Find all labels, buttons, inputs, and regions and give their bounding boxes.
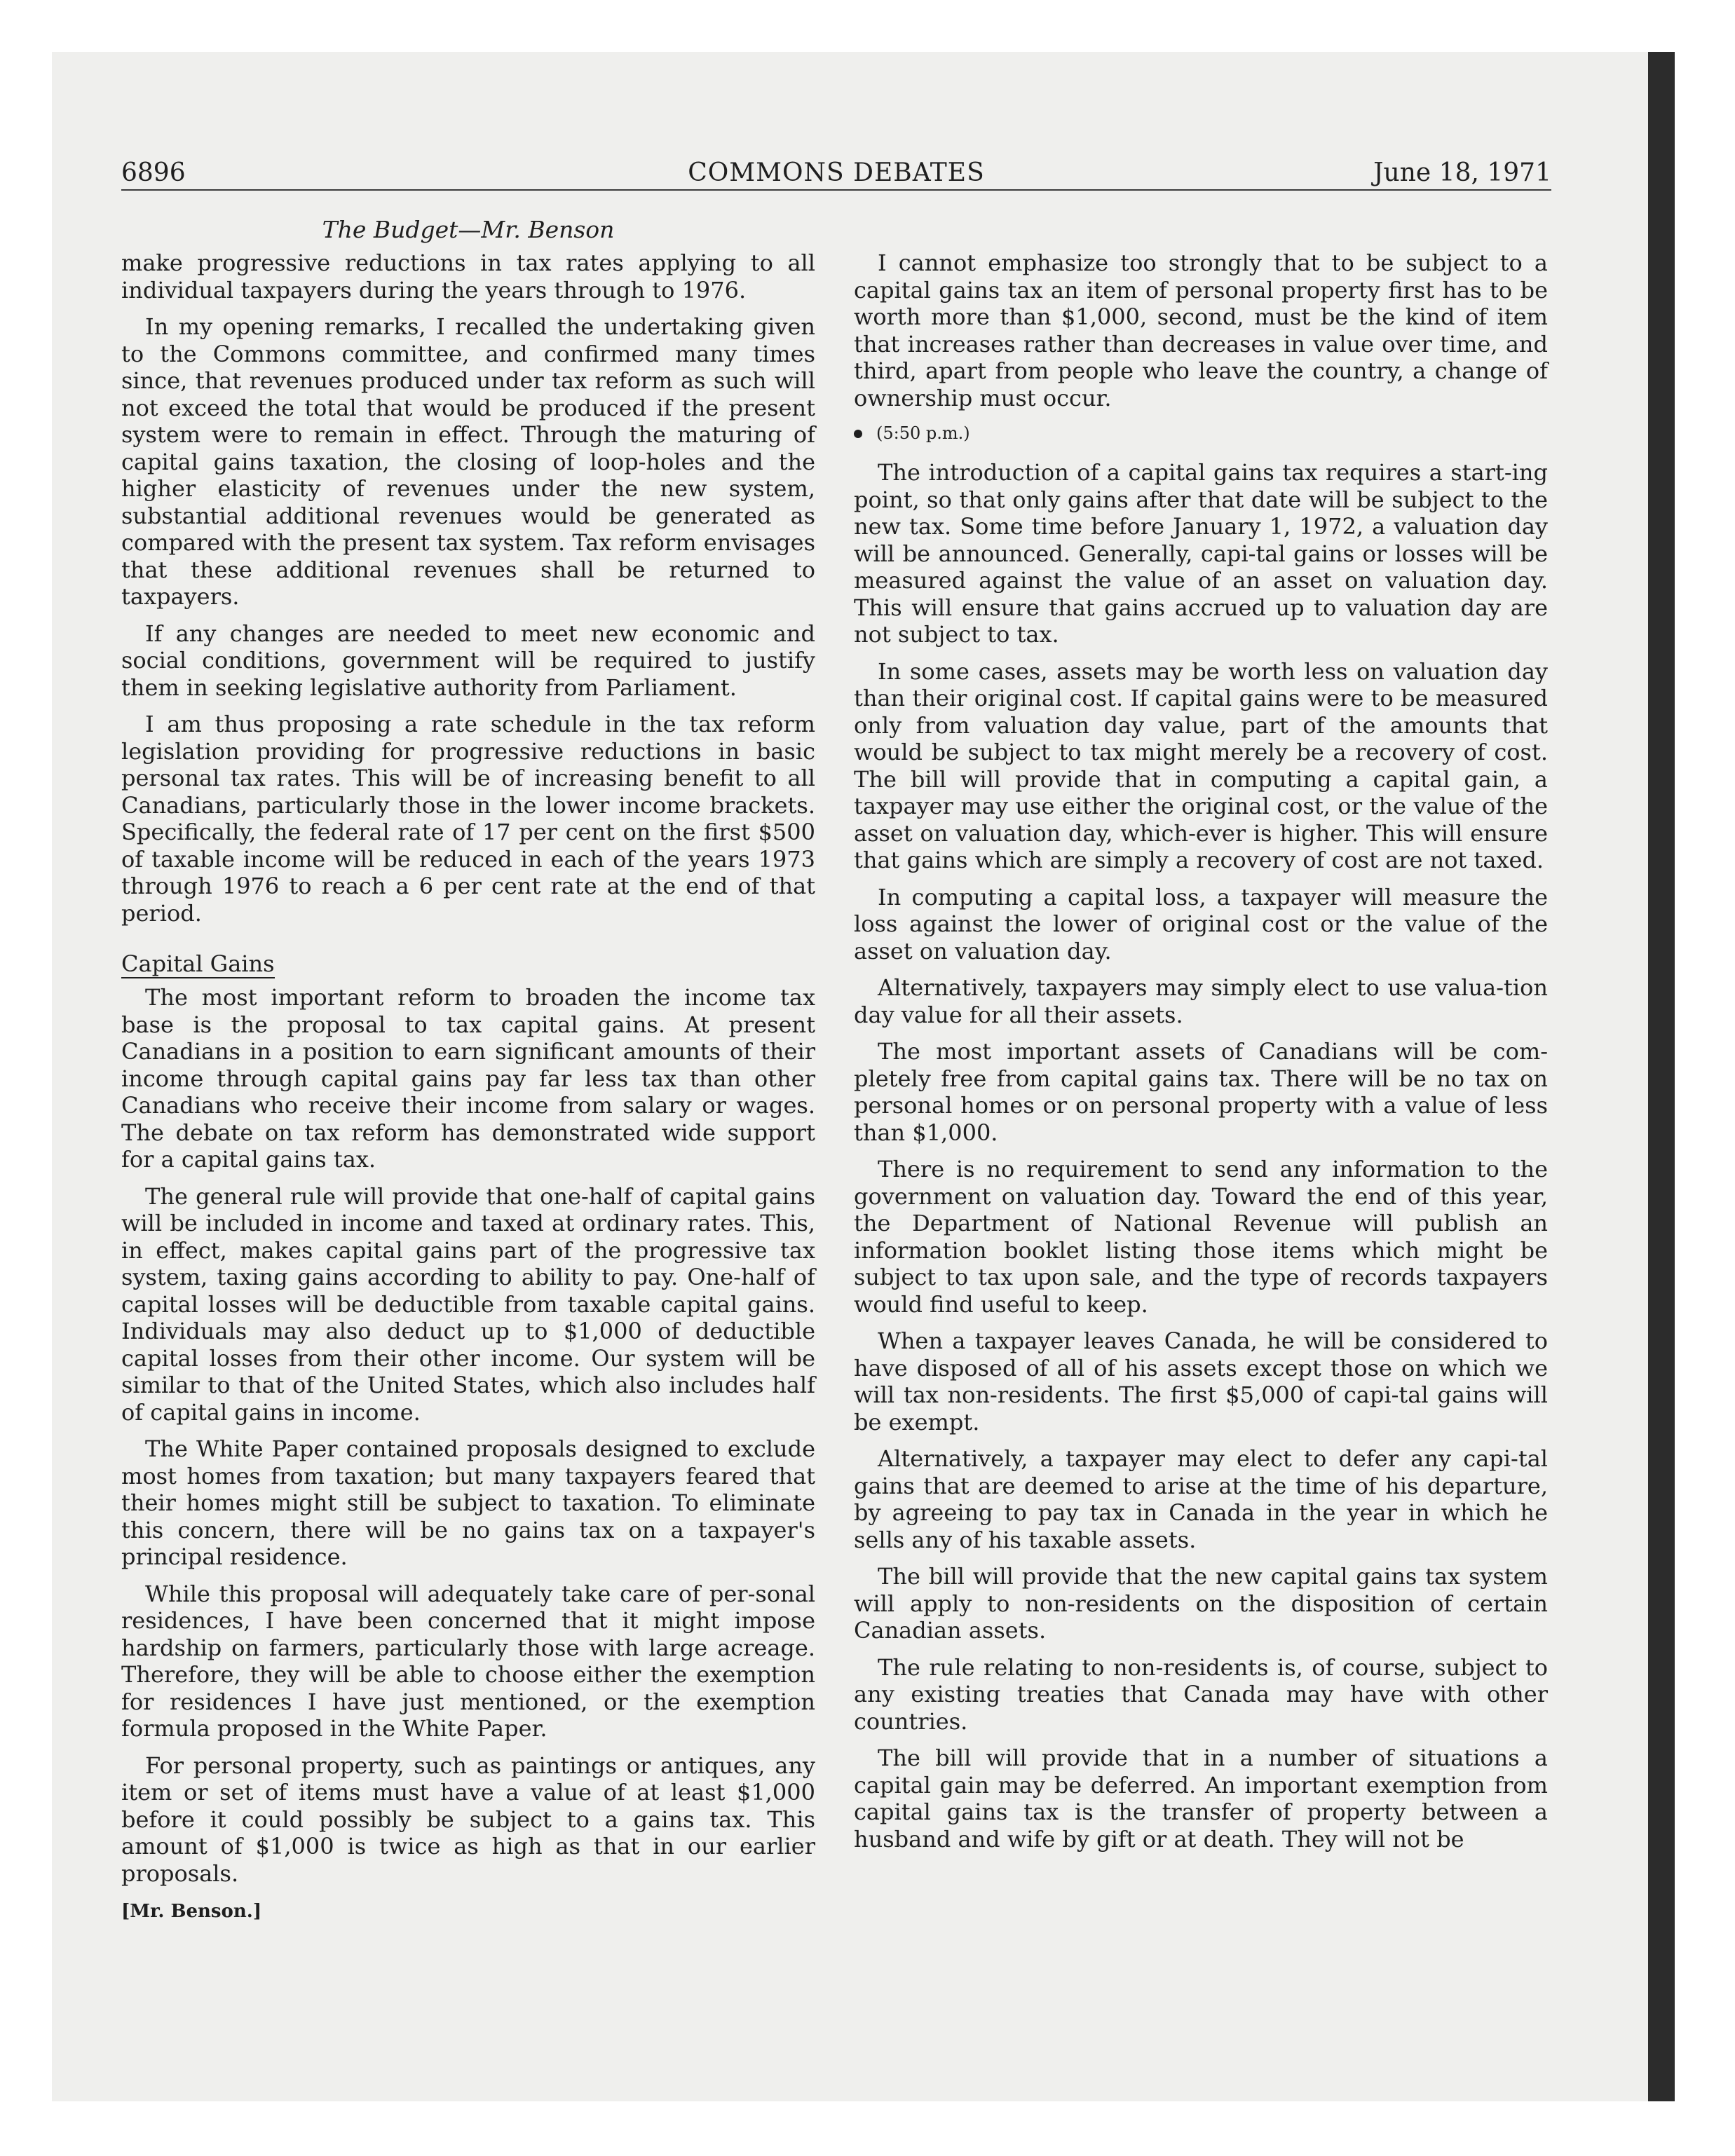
- left-column: [121, 250, 815, 1925]
- paragraph: While this proposal will adequately take care of per-sonal residences, I have been concerned that it might impose hardship on farmers, particularly those with large acreage. Therefore, they will be able to choose either the exemption for residences I have just mentioned, or the exemption formula proposed in the White Paper.: [121, 1580, 815, 1742]
- paragraph: I am thus proposing a rate schedule in the tax reform legislation providing for progressive reductions in basic personal tax rates. This will be of increasing benefit to all Canadians, particularly those in the lower income brackets. Specifically, the federal rate of 17 per cent on the first $500 of taxable income will be reduced in each of the years 1973 through 1976 to reach a 6 per cent rate at the end of that period.: [121, 711, 815, 927]
- paragraph: make progressive reductions in tax rates applying to all individual taxpayers during the years through to 1976.: [121, 250, 815, 303]
- paragraph: Alternatively, taxpayers may simply elect to use valua-tion day value for all their assets.: [854, 974, 1548, 1028]
- paragraph: The bill will provide that in a number of situations a capital gain may be deferred. An important exemption from capital gains tax is the transfer of property between a husband and wife by gift or at death. They will not be: [854, 1745, 1548, 1853]
- paragraph: In computing a capital loss, a taxpayer will measure the loss against the lower of original cost or the value of the asset on valuation day.: [854, 883, 1548, 964]
- paragraph: The bill will provide that the new capital gains tax system will apply to non-residents on the disposition of certain Canadian assets.: [854, 1563, 1548, 1644]
- paragraph: I cannot emphasize too strongly that to be subject to a capital gains tax an item of personal property first has to be worth more than $1,000, second, must be the kind of item that increases rather than decreases in value over time, and third, apart from people who leave the country, a change of ownership must occur.: [854, 250, 1548, 411]
- paragraph: When a taxpayer leaves Canada, he will be considered to have disposed of all of his assets except those on which we will tax non-residents. The first $5,000 of capi-tal gains will be exempt.: [854, 1328, 1548, 1435]
- time-stamp: [854, 421, 1548, 445]
- paragraph: The introduction of a capital gains tax requires a start-ing point, so that only gains after that date will be subject to the new tax. Some time before January 1, 1972, a valuation day will be announced. Generally, capi-tal gains or losses will be measured against the value of an asset on valuation day. This will ensure that gains accrued up to valuation day are not subject to tax.: [854, 459, 1548, 648]
- running-head: The Budget—Mr. Benson: [322, 216, 615, 243]
- publication-date: June 18, 1971: [1373, 158, 1551, 187]
- publication-title: COMMONS DEBATES: [688, 158, 985, 187]
- paragraph: The rule relating to non-residents is, of course, subject to any existing treaties that Canada may have with other countries.: [854, 1653, 1548, 1735]
- paragraph: There is no requirement to send any information to the government on valuation day. Toward the end of this year, the Department of National Revenue will publish an information booklet listing those items which might be subject to tax upon sale, and the type of records taxpayers would find useful to keep.: [854, 1156, 1548, 1318]
- scan-edge: [1648, 52, 1675, 2101]
- paragraph: The general rule will provide that one-half of capital gains will be included in income and taxed at ordinary rates. This, in effect, makes capital gains part of the progressive tax system, taxing gains according to ability to pay. One-half of capital losses will be deductible from taxable capital gains. Individuals may also deduct up to $1,000 of deductible capital losses from their other income. Our system will be similar to that of the United States, which also includes half of capital gains in income.: [121, 1182, 815, 1426]
- page-header: [121, 157, 1551, 189]
- paragraph: In some cases, assets may be worth less on valuation day than their original cost. If capital gains were to be measured only from valuation day value, part of the amounts that would be subject to tax might merely be a recovery of cost. The bill will provide that in computing a capital gain, a taxpayer may use either the original cost, or the value of the asset on valuation day, which-ever is higher. This will ensure that gains which are simply a recovery of cost are not taxed.: [854, 657, 1548, 873]
- paragraph: Alternatively, a taxpayer may elect to defer any capi-tal gains that are deemed to arise at the time of his departure, by agreeing to pay tax in Canada in the year in which he sells any of his taxable assets.: [854, 1445, 1548, 1553]
- paragraph: The White Paper contained proposals designed to exclude most homes from taxation; but many taxpayers feared that their homes might still be subject to taxation. To eliminate this concern, there will be no gains tax on a taxpayer's principal residence.: [121, 1435, 815, 1570]
- paragraph: The most important reform to broaden the income tax base is the proposal to tax capital gains. At present Canadians in a position to earn significant amounts of their income through capital gains pay far less tax than other Canadians who receive their income from salary or wages. The debate on tax reform has demonstrated wide support for a capital gains tax.: [121, 984, 815, 1173]
- bullet-icon: [854, 430, 862, 438]
- paragraph: In my opening remarks, I recalled the undertaking given to the Commons committee, and confirmed many times since, that revenues produced under tax reform as such will not exceed the total that would be produced if the present system were to remain in effect. Through the maturing of capital gains taxation, the closing of loop-holes and the higher elasticity of revenues under the new system, substantial additional revenues would be generated as compared with the present tax system. Tax reform envisages that these additional revenues shall be returned to taxpayers.: [121, 313, 815, 610]
- header-rule: [121, 189, 1551, 191]
- paragraph: If any changes are needed to meet new economic and social conditions, government will be required to justify them in seeking legislative authority from Parliament.: [121, 620, 815, 701]
- time-label: (5:50 p.m.): [876, 423, 970, 443]
- page-number: 6896: [121, 158, 186, 187]
- speaker-attribution: [Mr. Benson.]: [121, 1901, 262, 1922]
- paragraph: The most important assets of Canadians will be com-pletely free from capital gains tax. There will be no tax on personal homes or on personal property with a value of less than $1,000.: [854, 1038, 1548, 1146]
- section-heading: Capital Gains: [121, 950, 275, 977]
- paragraph: For personal property, such as paintings or antiques, any item or set of items must have a value of at least $1,000 before it could possibly be subject to a gains tax. This amount of $1,000 is twice as high as that in our earlier proposals.: [121, 1752, 815, 1887]
- right-column: [854, 250, 1548, 1862]
